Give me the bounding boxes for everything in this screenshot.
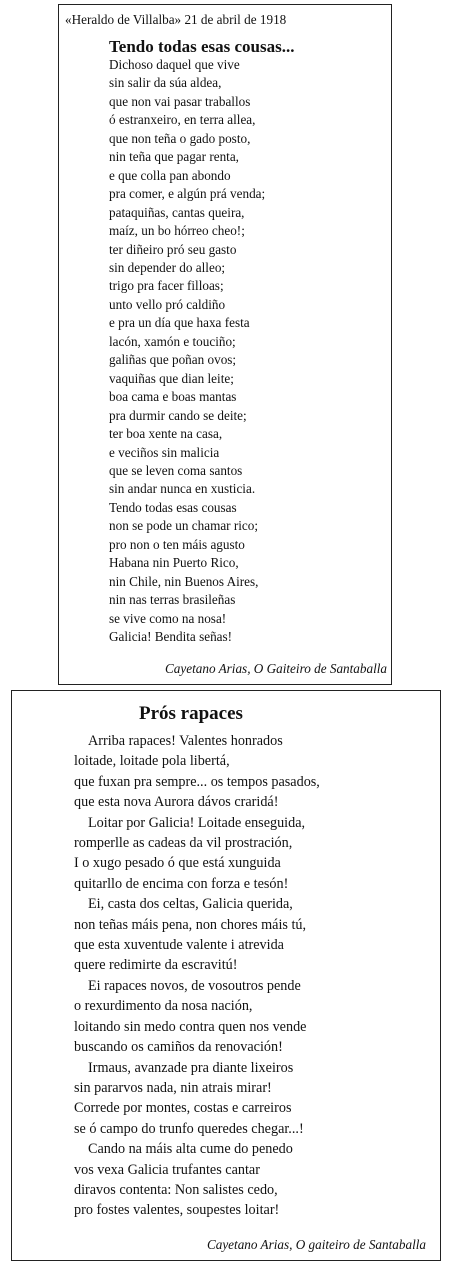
- poem-line: vaquiñas que dian leite;: [109, 370, 234, 386]
- poem-line: sin salir da súa aldea,: [109, 75, 222, 91]
- author-signature: Cayetano Arias, O gaiteiro de Santaballa: [206, 1237, 426, 1252]
- poem-line: quitarllo de encima con forza e tesón!: [74, 875, 289, 892]
- poem-line: que se leven coma santos: [109, 462, 243, 478]
- article-box-tendo-todas: [58, 4, 392, 685]
- poem-line: romperlle as cadeas da vil prostración,: [74, 835, 293, 852]
- poem-line: nin Chile, nin Buenos Aires,: [109, 573, 259, 589]
- poem-line: Habana nin Puerto Rico,: [109, 555, 239, 571]
- poem-line: loitando sin medo contra quen nos vende: [74, 1018, 307, 1035]
- poem-line: que non vai pasar traballos: [109, 93, 251, 109]
- poem-line: que fuxan pra sempre... os tempos pasados,: [74, 773, 320, 790]
- poem-line: quere redimirte da escravitú!: [74, 957, 238, 974]
- poem-line: Galicia! Bendita señas!: [109, 629, 233, 645]
- poem-line: e que colla pan abondo: [109, 167, 231, 183]
- poem-line: pro fostes valentes, soupestes loitar!: [74, 1202, 280, 1219]
- poem-line: e pra un día que haxa festa: [109, 315, 250, 331]
- article-box-pros-rapaces: [11, 690, 441, 1261]
- poem-line: vos vexa Galicia trufantes cantar: [74, 1161, 260, 1178]
- poem-line: que esta xuventude valente i atrevida: [74, 937, 284, 954]
- poem-line: unto vello pró caldiño: [109, 296, 226, 312]
- poem-line: Tendo todas esas cousas: [109, 499, 237, 515]
- poem-line: nin teña que pagar renta,: [109, 149, 239, 165]
- poem-line: boa cama e boas mantas: [109, 389, 237, 405]
- poem-line: Correde por montes, costas e carreiros: [74, 1100, 292, 1117]
- poem-line: que esta nova Aurora dávos craridá!: [74, 794, 279, 811]
- poem-line: o rexurdimento da nosa nación,: [74, 998, 253, 1015]
- poem-body: [109, 56, 265, 647]
- poem-line: pro non o ten máis agusto: [109, 536, 245, 552]
- newspaper-source-line: «Heraldo de Villalba» 21 de abril de 1918: [65, 12, 287, 27]
- poem-line: Dichoso daquel que vive: [109, 57, 240, 72]
- poem-line: Loitar por Galicia! Loitade enseguida,: [88, 814, 306, 831]
- poem-line: pra durmir cando se deite;: [109, 407, 247, 423]
- poem-line: Ei rapaces novos, de vosoutros pende: [88, 977, 301, 994]
- poem-line: se ó campo do trunfo queredes chegar...!: [74, 1120, 304, 1137]
- poem-line: nin nas terras brasileñas: [109, 592, 236, 608]
- poem-line: ter diñeiro pró seu gasto: [109, 241, 237, 257]
- poem-body: [74, 731, 320, 1221]
- poem-line: e veciños sin malicia: [109, 444, 220, 460]
- poem-line: loitade, loitade pola libertá,: [74, 753, 230, 770]
- poem-line: galiñas que poñan ovos;: [109, 352, 237, 368]
- poem-line: maíz, un bo hórreo cheo!;: [109, 223, 245, 239]
- poem-title: Tendo todas esas cousas...: [109, 37, 295, 56]
- poem-line: que non teña o gado posto,: [109, 130, 251, 146]
- author-signature: Cayetano Arias, O Gaiteiro de Santaballa: [165, 661, 387, 676]
- poem-line: Arriba rapaces! Valentes honrados: [88, 733, 283, 749]
- poem-line: ter boa xente na casa,: [109, 426, 223, 442]
- poem-line: I o xugo pesado ó que está xunguida: [74, 855, 281, 872]
- poem-line: pataquiñas, cantas queira,: [109, 204, 245, 220]
- poem-line: lacón, xamón e touciño;: [109, 333, 236, 349]
- poem-line: non teñas máis pena, non chores máis tú,: [74, 916, 307, 933]
- poem-line: non se pode un chamar rico;: [109, 518, 259, 534]
- poem-line: ó estranxeiro, en terra allea,: [109, 112, 256, 128]
- poem-line: pra comer, e algún prá venda;: [109, 186, 266, 202]
- poem-line: sin depender do alleo;: [109, 259, 226, 275]
- poem-line: sin andar nunca en xusticia.: [109, 481, 256, 497]
- poem-line: sin pararvos nada, nin atrais mirar!: [74, 1079, 272, 1096]
- poem-line: Irmaus, avanzade pra diante lixeiros: [88, 1059, 294, 1076]
- poem-line: trigo pra facer filloas;: [109, 278, 224, 294]
- poem-line: Cando na máis alta cume do penedo: [88, 1141, 293, 1158]
- poem-title: Prós rapaces: [139, 703, 243, 724]
- poem-line: Ei, casta dos celtas, Galicia querida,: [88, 896, 293, 913]
- poem-line: se vive como na nosa!: [109, 610, 227, 626]
- poem-line: diravos contenta: Non salistes cedo,: [74, 1181, 278, 1198]
- poem-line: buscando os camiños da renovación!: [74, 1039, 283, 1056]
